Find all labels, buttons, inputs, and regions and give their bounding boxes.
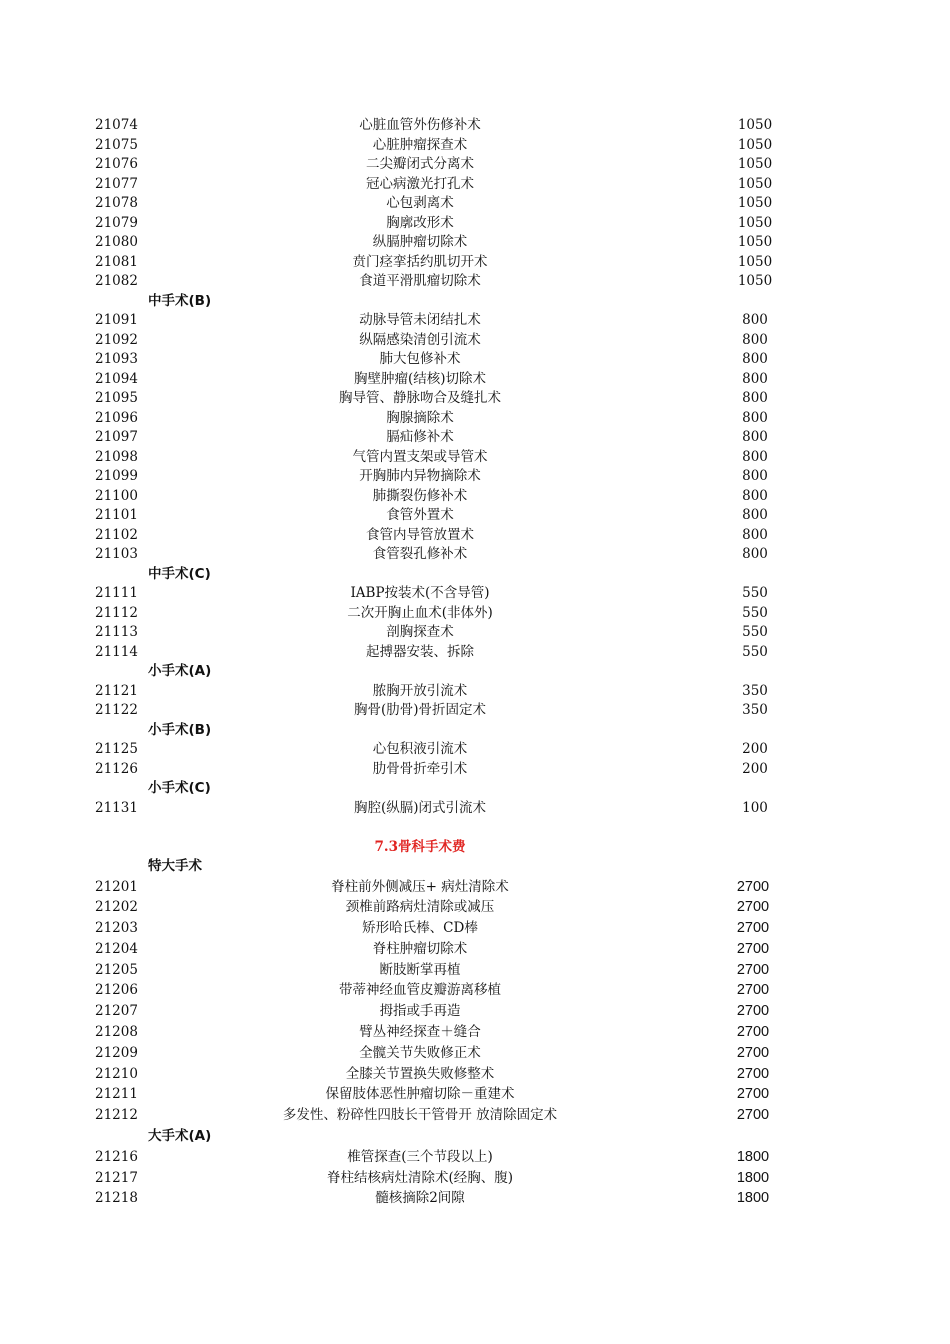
item-name: 心脏肿瘤探查术 xyxy=(372,136,468,153)
table-row xyxy=(0,272,950,292)
table-row xyxy=(0,1043,950,1064)
item-name: 胸壁肿瘤(结核)切除术 xyxy=(353,370,487,387)
bone-rows-major-a xyxy=(0,1147,950,1209)
item-price: 1050 xyxy=(737,234,773,250)
item-name: 脊柱前外侧减压+ 病灶清除术 xyxy=(331,878,509,895)
item-price: 350 xyxy=(742,702,768,718)
item-price: 2700 xyxy=(736,1086,770,1103)
item-code: 21114 xyxy=(95,643,138,660)
item-code: 21099 xyxy=(95,468,138,484)
item-name: 全膝关节置换失败修整术 xyxy=(345,1065,495,1082)
section-header xyxy=(0,292,950,312)
item-price: 1050 xyxy=(737,253,773,270)
item-name: 食管裂孔修补术 xyxy=(372,546,468,562)
item-price: 2700 xyxy=(736,1065,770,1082)
item-price: 1800 xyxy=(736,1190,770,1207)
item-code: 21078 xyxy=(95,195,138,211)
table-row xyxy=(0,311,950,331)
item-name: 心脏血管外伤修补术 xyxy=(359,117,481,133)
item-code: 21079 xyxy=(95,214,138,231)
item-name: 带蒂神经血管皮瓣游离移植 xyxy=(339,982,501,999)
item-price: 1050 xyxy=(737,156,773,172)
item-name: 起搏器安装、拆除 xyxy=(366,643,474,660)
cardio-rows-sc xyxy=(0,799,950,819)
table-row xyxy=(0,740,950,760)
item-code: 21074 xyxy=(95,117,138,133)
table-row xyxy=(0,682,950,702)
item-code: 21201 xyxy=(95,878,138,895)
table-row xyxy=(0,1001,950,1022)
section-label: 小手术(C) xyxy=(148,780,211,796)
table-row xyxy=(0,194,950,214)
table-row xyxy=(0,370,950,390)
item-price: 2700 xyxy=(736,1003,770,1020)
table-row xyxy=(0,1188,950,1209)
item-price: 800 xyxy=(742,526,768,543)
item-price: 1050 xyxy=(737,214,773,231)
table-row xyxy=(0,253,950,273)
table-row xyxy=(0,1168,950,1189)
item-code: 21207 xyxy=(95,1003,138,1020)
section-header xyxy=(0,565,950,585)
table-row xyxy=(0,175,950,195)
item-code: 21082 xyxy=(95,273,138,289)
table-row xyxy=(0,584,950,604)
item-name: 二尖瓣闭式分离术 xyxy=(366,156,474,172)
item-code: 21094 xyxy=(95,370,138,387)
item-name: 冠心病激光打孔术 xyxy=(366,175,474,192)
item-code: 21100 xyxy=(95,487,138,504)
item-code: 21216 xyxy=(95,1148,138,1165)
item-code: 21080 xyxy=(95,234,138,250)
item-code: 21202 xyxy=(95,899,138,916)
section-label: 小手术(A) xyxy=(148,663,212,679)
item-name: 肺大包修补术 xyxy=(379,351,461,367)
table-row xyxy=(0,1147,950,1168)
table-row xyxy=(0,604,950,624)
item-name: 脊柱肿瘤切除术 xyxy=(372,940,468,957)
item-price: 200 xyxy=(742,741,768,757)
item-price: 200 xyxy=(742,760,768,777)
item-price: 800 xyxy=(742,468,768,484)
section-label: 中手术(B) xyxy=(148,292,212,309)
table-row xyxy=(0,1105,950,1126)
item-price: 800 xyxy=(742,507,768,523)
item-name: 脊柱结核病灶清除术(经胸、腹) xyxy=(326,1169,514,1186)
table-row xyxy=(0,939,950,960)
item-name: 肋骨骨折牵引术 xyxy=(372,760,468,777)
table-row xyxy=(0,980,950,1001)
item-price: 2700 xyxy=(736,920,770,937)
item-price: 2700 xyxy=(736,961,770,978)
item-code: 21102 xyxy=(95,526,138,543)
item-code: 21206 xyxy=(95,982,138,999)
item-code: 21097 xyxy=(95,429,138,445)
table-row xyxy=(0,877,950,898)
item-code: 21218 xyxy=(95,1190,138,1207)
item-code: 21075 xyxy=(95,136,138,153)
item-code: 21122 xyxy=(95,702,138,718)
item-code: 21093 xyxy=(95,351,138,367)
item-name: 二次开胸止血术(非体外) xyxy=(347,604,493,621)
item-code: 21121 xyxy=(95,682,138,699)
item-code: 21077 xyxy=(95,175,138,192)
item-name: 气管内置支架或导管术 xyxy=(352,448,488,465)
item-price: 2700 xyxy=(736,982,770,999)
item-code: 21076 xyxy=(95,156,138,172)
item-price: 550 xyxy=(742,585,768,601)
item-price: 1800 xyxy=(736,1148,770,1165)
table-row xyxy=(0,214,950,234)
item-code: 21113 xyxy=(95,624,138,640)
item-code: 21126 xyxy=(95,760,138,777)
item-price: 1050 xyxy=(737,136,773,153)
item-name: 脓胸开放引流术 xyxy=(372,682,468,699)
table-row xyxy=(0,760,950,780)
item-price: 550 xyxy=(742,624,768,640)
item-name: 食管内导管放置术 xyxy=(366,526,474,543)
bone-block xyxy=(0,877,950,1210)
item-name: 肺撕裂伤修补术 xyxy=(372,487,468,504)
table-row xyxy=(0,155,950,175)
item-name: 胸廓改形术 xyxy=(386,214,454,231)
section-label: 中手术(C) xyxy=(148,565,211,582)
item-name: 臂丛神经探查＋缝合 xyxy=(359,1024,481,1041)
item-price: 2700 xyxy=(736,1024,770,1041)
item-name: 动脉导管未闭结扎术 xyxy=(359,312,481,328)
item-price: 550 xyxy=(742,604,768,621)
section-header xyxy=(0,721,950,741)
item-code: 21211 xyxy=(95,1086,138,1103)
item-price: 800 xyxy=(742,351,768,367)
item-name: 纵隔感染清创引流术 xyxy=(359,331,481,348)
item-price: 2700 xyxy=(736,899,770,916)
section-label: 大手术(A) xyxy=(148,1128,212,1145)
item-code: 21203 xyxy=(95,920,138,937)
item-name: 心包积液引流术 xyxy=(372,741,468,757)
item-price: 2700 xyxy=(736,1107,770,1124)
table-row xyxy=(0,960,950,981)
table-row xyxy=(0,506,950,526)
item-code: 21111 xyxy=(95,585,138,601)
table-row xyxy=(0,428,950,448)
table-row xyxy=(0,1084,950,1105)
table-row xyxy=(0,448,950,468)
table-row xyxy=(0,643,950,663)
item-name: IABP按装术(不含导管) xyxy=(350,585,490,601)
item-price: 350 xyxy=(742,682,768,699)
item-price: 100 xyxy=(742,799,768,816)
item-name: 开胸肺内异物摘除术 xyxy=(359,468,481,484)
item-name: 胸腺摘除术 xyxy=(386,409,454,426)
cardio-rows-b xyxy=(0,311,950,565)
item-code: 21209 xyxy=(95,1044,138,1061)
item-code: 21208 xyxy=(95,1024,138,1041)
table-row xyxy=(0,331,950,351)
item-name: 膈疝修补术 xyxy=(386,429,454,445)
item-price: 800 xyxy=(742,448,768,465)
item-code: 21205 xyxy=(95,961,138,978)
item-name: 食道平滑肌瘤切除术 xyxy=(359,273,481,289)
table-row xyxy=(0,487,950,507)
table-row xyxy=(0,526,950,546)
table-row xyxy=(0,623,950,643)
item-name: 胸骨(肋骨)骨折固定术 xyxy=(353,702,487,718)
item-price: 800 xyxy=(742,331,768,348)
item-price: 800 xyxy=(742,409,768,426)
item-name: 髓核摘除2间隙 xyxy=(375,1190,465,1207)
cardio-rows-c xyxy=(0,584,950,662)
item-code: 21212 xyxy=(95,1107,138,1124)
item-code: 21095 xyxy=(95,390,138,406)
item-code: 21101 xyxy=(95,507,138,523)
item-code: 21081 xyxy=(95,253,138,270)
item-price: 2700 xyxy=(736,940,770,957)
item-name: 拇指或手再造 xyxy=(379,1003,461,1020)
section-title-row xyxy=(0,838,950,858)
item-code: 21131 xyxy=(95,799,138,816)
table-row xyxy=(0,1064,950,1085)
item-name: 全髋关节失败修正术 xyxy=(359,1044,481,1061)
item-price: 1050 xyxy=(737,117,773,133)
item-price: 1800 xyxy=(736,1169,770,1186)
spacer xyxy=(0,818,950,838)
table-row xyxy=(0,136,950,156)
item-price: 800 xyxy=(742,429,768,445)
item-price: 1050 xyxy=(737,175,773,192)
item-name: 食管外置术 xyxy=(386,507,454,523)
table-row xyxy=(0,701,950,721)
item-name: 颈椎前路病灶清除或减压 xyxy=(345,899,495,916)
table-row xyxy=(0,116,950,136)
section-header xyxy=(0,662,950,682)
table-row xyxy=(0,350,950,370)
item-name: 椎管探查(三个节段以上) xyxy=(347,1148,493,1165)
table-row xyxy=(0,918,950,939)
cardio-rows-sb xyxy=(0,740,950,779)
table-row xyxy=(0,897,950,918)
item-name: 心包剥离术 xyxy=(386,195,454,211)
item-name: 纵膈肿瘤切除术 xyxy=(372,234,468,250)
table-row xyxy=(0,233,950,253)
section-header xyxy=(0,779,950,799)
table-row xyxy=(0,1022,950,1043)
item-name: 多发性、粉碎性四肢长干管骨开 放清除固定术 xyxy=(282,1107,558,1124)
cardio-rows-sa xyxy=(0,682,950,721)
table-row xyxy=(0,545,950,565)
item-code: 21103 xyxy=(95,546,138,562)
item-price: 800 xyxy=(742,546,768,562)
item-price: 800 xyxy=(742,312,768,328)
item-code: 21092 xyxy=(95,331,138,348)
item-code: 21091 xyxy=(95,312,138,328)
section-header xyxy=(0,857,950,877)
bone-rows-special xyxy=(0,877,950,1127)
table-row xyxy=(0,409,950,429)
item-price: 2700 xyxy=(736,1044,770,1061)
section-title: 7.3骨科手术费 xyxy=(374,838,466,855)
table-row xyxy=(0,389,950,409)
item-code: 21125 xyxy=(95,741,138,757)
table-row xyxy=(0,467,950,487)
item-name: 贲门痉挛括约肌切开术 xyxy=(352,253,488,270)
item-name: 胸导管、静脉吻合及缝扎术 xyxy=(339,390,501,406)
item-name: 矫形哈氏棒、CD棒 xyxy=(362,920,478,937)
item-name: 断肢断掌再植 xyxy=(379,961,461,978)
item-name: 胸腔(纵膈)闭式引流术 xyxy=(353,799,487,816)
item-price: 2700 xyxy=(736,878,770,895)
item-code: 21112 xyxy=(95,604,138,621)
item-code: 21210 xyxy=(95,1065,138,1082)
item-name: 保留肢体恶性肿瘤切除－重建术 xyxy=(325,1086,515,1103)
item-code: 21096 xyxy=(95,409,138,426)
table-row xyxy=(0,799,950,819)
fee-table xyxy=(0,116,950,1209)
section-header xyxy=(0,1126,950,1147)
item-name: 剖胸探查术 xyxy=(386,624,454,640)
item-price: 800 xyxy=(742,487,768,504)
item-price: 1050 xyxy=(737,273,773,289)
item-price: 800 xyxy=(742,390,768,406)
item-price: 800 xyxy=(742,370,768,387)
item-code: 21204 xyxy=(95,940,138,957)
section-label: 小手术(B) xyxy=(148,721,212,738)
item-price: 550 xyxy=(742,643,768,660)
section-label: 特大手术 xyxy=(148,858,202,874)
item-price: 1050 xyxy=(737,195,773,211)
cardio-rows xyxy=(0,116,950,292)
item-code: 21098 xyxy=(95,448,138,465)
item-code: 21217 xyxy=(95,1169,138,1186)
